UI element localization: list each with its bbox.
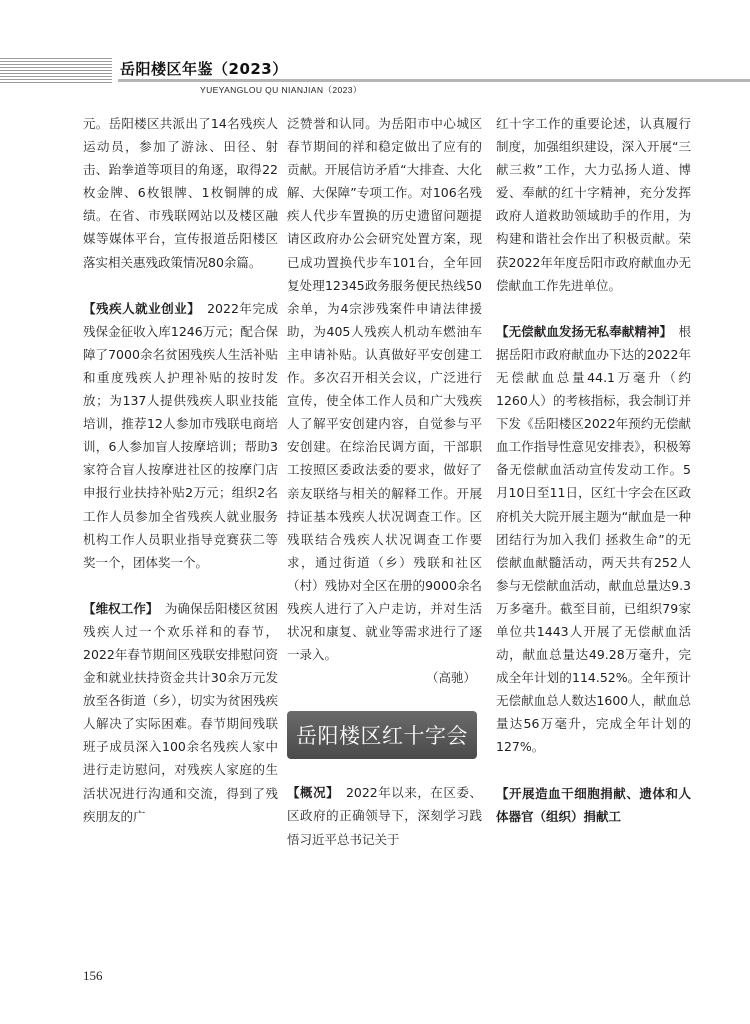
col2-paragraph-1: 泛赞誉和认同。为岳阳市中心城区春节期间的祥和稳定做出了应有的贡献。开展信访矛盾“大排查、大化解、大保障”专项工作。对106名残疾人代步车置换的历史遗留问题提请区政府办公会研究处置方案，现已成功置换代步车101台，全年回复处理12345政务服务便民热线50余单，为4宗涉残案件申请法律援助，为405人残疾人机动车燃油车主申请补贴。认真做好平安创建工作。多次召开相关会议，广泛进行宣传，使全体工作人员和广大残疾人了解平安创建内容，自觉参与平安创建。在综治民调方面，干部职工按照区委政法委的要求，做好了亲友联络与相关的解释工作。开展持证基本残疾人状况调查工作。区残联结合残疾人状况调查工作要求，通过街道（乡）残联和社区（村）残协对全区在册的9000余名残疾人进行了入户走访，并对生活状况和康复、就业等需求进行了逐一录入。 [287, 116, 482, 663]
section-heading-stem-cell: 【开展造血干细胞捐献、遗体和人体器官（组织）捐献工 [496, 785, 691, 824]
section-banner-red-cross: 岳阳楼区红十字会 [287, 711, 477, 759]
section-heading-overview: 【概况】 [287, 785, 333, 801]
col1-paragraph-2-text: 2022年完成残保金征收入库1246万元；配合保障了7000余名贫困残疾人生活补贴和重度残疾人护理补贴的按时发放；为137人提供残疾人职业技能培训，推荐12人参加市残联电商培训，6人参加盲人按摩培训；帮助3家符合盲人按摩进社区的按摩门店申报行业扶持补贴2万元；组织2名工作人员参加全省残疾人就业服务机构工作人员职业指导竞赛获二等奖一个，团体奖一个。 [83, 300, 278, 570]
column-2 [287, 112, 482, 851]
running-header [0, 56, 750, 96]
col1-paragraph-3 [83, 597, 278, 828]
header-rule [118, 79, 750, 82]
author-signature: （高驰） [425, 670, 476, 686]
col3-paragraph-2 [496, 320, 691, 759]
section-heading-rights: 【维权工作】 [83, 600, 153, 616]
col3-paragraph-2-text: 根据岳阳市政府献血办下达的2022年无偿献血总量44.1万毫升（约1260人）的考核指标，我会制订并下发《岳阳楼区2022年预约无偿献血工作指导性意见安排表》，积极筹备无偿献血活动宣传发动工作。5月10日至11日，区红十字会在区政府机关大院开展主题为“献血是一种团结行为加入我们 拯救生命”的无偿献血献髓活动，两天共有252人参与无偿献血活动，献血总量达9.3万多毫升。截至目前，已组织79家单位共1443人开展了无偿献血活动，献血总量达49.28万毫升，完成全年计划的114.52%。全年预计无偿献血总人数达1600人，献血总量达56万毫升，完成全年计划的127%。 [496, 323, 691, 755]
col2-paragraph-2 [287, 781, 482, 850]
section-heading-blood-donation: 【无偿献血发扬无私奉献精神】 [496, 323, 666, 339]
col2-paragraph-2-text: 2022年以来，在区委、区政府的正确领导下，深刻学习践悟习近平总书记关于 [287, 785, 482, 847]
header-stripes-decoration [0, 58, 112, 84]
header-subtitle: YUEYANGLOU QU NIANJIAN（2023） [200, 85, 362, 95]
header-title: 岳阳楼区年鉴（2023） [120, 60, 288, 78]
column-1 [83, 112, 278, 828]
col1-paragraph-2 [83, 297, 278, 574]
col1-paragraph-1: 元。岳阳楼区共派出了14名残疾人运动员，参加了游泳、田径、射击、跆拳道等项目的角逐，取得22枚金牌、6枚银牌、1枚铜牌的成绩。在省、市残联网站以及楼区融媒等媒体平台，宣传报道岳阳楼区落实相关惠残政策情况80余篇。 [83, 116, 278, 270]
page-number: 156 [83, 968, 103, 983]
col3-paragraph-1: 红十字工作的重要论述，认真履行制度，加强组织建设，深入开展“三献三救”工作，大力弘扬人道、博爱、奉献的红十字精神，充分发挥政府人道救助领域助手的作用，为构建和谐社会作出了积极贡献。荣获2022年年度岳阳市政府献血办无偿献血工作先进单位。 [496, 116, 691, 293]
col1-paragraph-3-text: 为确保岳阳楼区贫困残疾人过一个欢乐祥和的春节，2022年春节期间区残联安排慰问资金和就业扶持资金共计30余万元发放至各街道（乡），切实为贫困残疾人解决了实际困难。春节期间残联班子成员深入100余名残疾人家中进行走访慰问，对残疾人家庭的生活状况进行沟通和交流，得到了残疾朋友的广 [83, 600, 278, 824]
section-heading-employment: 【残疾人就业创业】 [83, 300, 195, 316]
column-3 [496, 112, 691, 828]
